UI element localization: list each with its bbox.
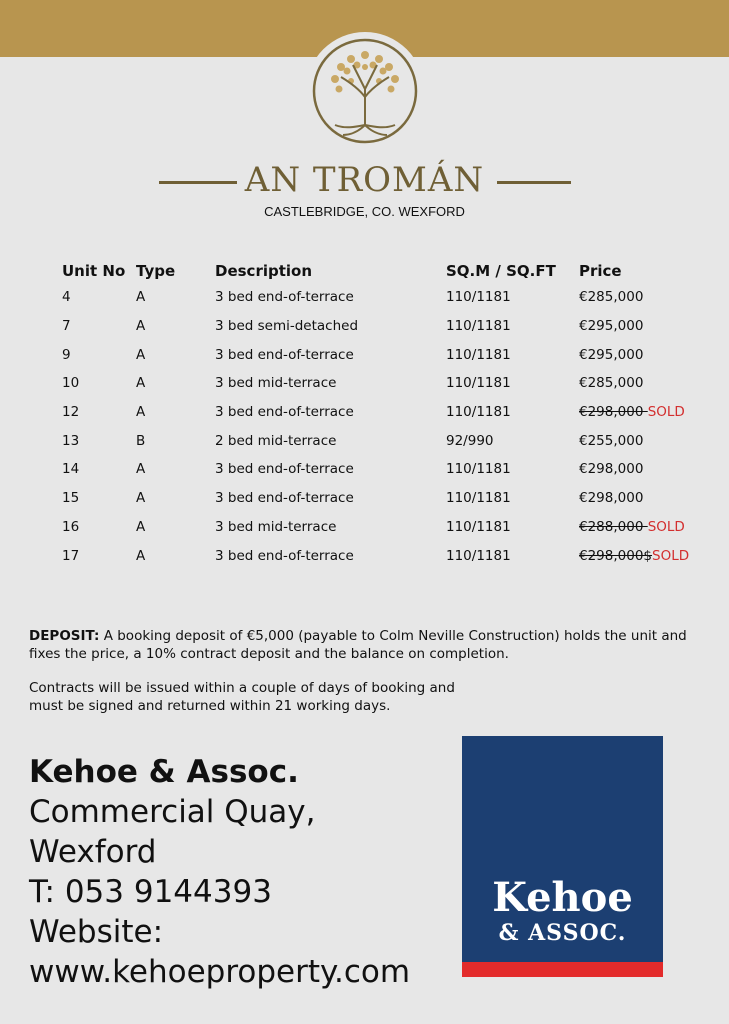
unit-no-cell: 7 [62,318,71,335]
deposit-text: A booking deposit of €5,000 (payable to Colm Neville Construction) holds the unit and fixes the price, a 10% contract deposit and the balance on completion. [29,628,687,662]
description-cell: 3 bed end-of-terrace [215,461,354,478]
description-cell: 3 bed end-of-terrace [215,490,354,507]
type-cell: A [136,346,146,363]
header-size: SQ.M / SQ.FT [446,262,556,280]
type-cell: A [136,490,146,507]
type-cell: A [136,518,146,535]
table-row [62,398,709,427]
price-value: €285,000 [579,375,644,392]
price-cell [579,455,709,484]
price-cell [579,340,709,369]
size-cell: 110/1181 [446,547,511,564]
price-cell [579,369,709,398]
size-cell: 92/990 [446,432,494,449]
table-row [62,369,709,398]
price-value: €285,000 [579,289,644,306]
table-row [62,513,709,542]
deposit-paragraph [29,627,709,663]
header-description: Description [215,262,313,280]
price-cell [579,398,709,427]
address-line-2: Wexford [29,834,157,870]
type-cell: A [136,375,146,392]
unit-no-cell: 14 [62,461,80,478]
unit-no-cell: 15 [62,490,80,507]
unit-no-cell: 9 [62,346,71,363]
description-cell: 3 bed end-of-terrace [215,547,354,564]
table-row [62,312,709,341]
contact-block [29,752,410,992]
type-cell: A [136,289,146,306]
unit-no-cell: 16 [62,518,80,535]
unit-no-cell: 17 [62,547,80,564]
table-row [62,484,709,513]
description-cell: 3 bed mid-terrace [215,375,337,392]
price-value: €298,000$ [579,547,653,564]
price-value: €295,000 [579,318,644,335]
table-header-row [62,259,709,283]
table-row [62,455,709,484]
price-value: €298,000 [579,490,644,507]
size-cell: 110/1181 [446,461,511,478]
price-cell [579,312,709,341]
page-title: AN TROMÁN [244,160,485,200]
sold-label: SOLD [647,404,685,421]
unit-no-cell: 13 [62,432,80,449]
header-price: Price [579,262,622,280]
sold-label: SOLD [652,547,690,564]
type-cell: A [136,461,146,478]
unit-no-cell: 4 [62,289,71,306]
table-row [62,283,709,312]
website-label: Website: [29,914,164,950]
price-cell [579,513,709,542]
price-cell [579,484,709,513]
description-cell: 3 bed semi-detached [215,318,359,335]
type-cell: A [136,404,146,421]
table-row [62,426,709,455]
price-cell [579,426,709,455]
title-rule-right [497,181,571,184]
phone-number: T: 053 9144393 [29,874,272,910]
description-cell: 2 bed mid-terrace [215,432,337,449]
size-cell: 110/1181 [446,318,511,335]
size-cell: 110/1181 [446,404,511,421]
size-cell: 110/1181 [446,289,511,306]
size-cell: 110/1181 [446,518,511,535]
price-value: €295,000 [579,346,644,363]
agent-logo-stripe [462,962,663,977]
header-unit-no: Unit No [62,262,126,280]
size-cell: 110/1181 [446,346,511,363]
table-row [62,541,709,570]
location-subtitle: CASTLEBRIDGE, CO. WEXFORD [264,204,465,219]
price-value: €298,000 [579,461,644,478]
price-cell [579,283,709,312]
size-cell: 110/1181 [446,375,511,392]
contracts-paragraph: Contracts will be issued within a couple of days of booking and must be signed and returned within 21 working days. [29,680,455,714]
header-type: Type [136,262,176,280]
agent-logo-name: Kehoe [492,874,633,921]
address-line-1: Commercial Quay, [29,794,316,830]
type-cell: A [136,547,146,564]
size-cell: 110/1181 [446,490,511,507]
website-link[interactable]: www.kehoeproperty.com [29,954,411,990]
unit-no-cell: 10 [62,375,80,392]
agent-name: Kehoe & Assoc. [29,754,299,790]
description-cell: 3 bed end-of-terrace [215,404,354,421]
price-value: €255,000 [579,432,644,449]
sold-label: SOLD [647,518,685,535]
price-value: €288,000 [579,518,648,535]
type-cell: A [136,318,146,335]
unit-no-cell: 12 [62,404,80,421]
agent-logo-sub: & ASSOC. [498,920,627,946]
price-value: €298,000 [579,404,648,421]
description-cell: 3 bed mid-terrace [215,518,337,535]
description-cell: 3 bed end-of-terrace [215,289,354,306]
units-table [62,259,709,570]
price-cell [579,541,709,570]
description-cell: 3 bed end-of-terrace [215,346,354,363]
deposit-label: DEPOSIT: [29,628,100,644]
type-cell: B [136,432,146,449]
tree-of-life-icon [311,37,419,145]
table-row [62,340,709,369]
